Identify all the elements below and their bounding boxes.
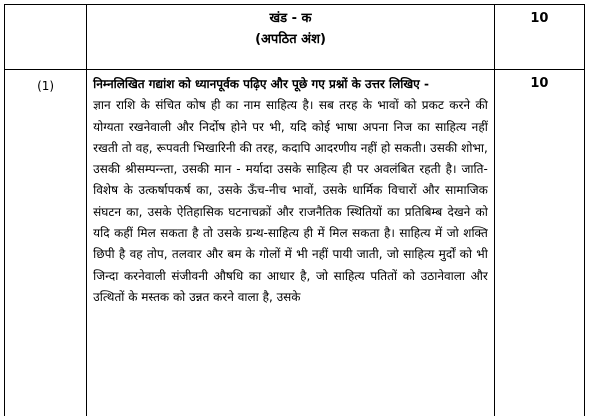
passage-text: ज्ञान राशि के संचित कोष ही का नाम साहित्य है। सब तरह के भावों को प्रकट करने की योग्यता रखनेवाली और निर्दोष होने पर भी, यदि कोई भाषा अपना निज का साहित्य नहीं रखती तो वह, रूपवती भिखारिनी की तरह, कदापि आदरणीय नहीं हो सकती। उसकी शोभा, उसकी श्रीसम्पन्न्ता, उसकी मान - मर्यादा उसके साहित्य ही पर अवलंबित रहती है। जाति-विशेष के उत्कर्षापकर्ष का, उसके ऊँच-नीच भावों, उसके धार्मिक विचारों और सामाजिक संघटन का, उसके ऐतिहासिक घटनाचक्रों और राजनैतिक स्थितियों का प्रतिबिम्ब देखने को यदि कहीं मिल सकता है तो उसके ग्रन्थ-साहित्य ही में मिल सकता है। साहित्य में जो शक्ति छिपी है वह तोप, तलवार और बम के गोलों में भी नहीं पायी जाती, जो साहित्य मुर्दों को भी जिन्दा करनेवाली संजीवनी औषधि का आधार है, जो साहित्य पतितों को उठानेवाला और उत्थितों के मस्तक को उन्नत करने वाला है, उसके (93, 98, 488, 304)
question-instruction: निम्नलिखित गद्यांश को ध्यानपूर्वक पढ़िए और पूछे गए प्रश्नों के उत्तर लिखिए - (93, 77, 429, 91)
question-number: (1) (5, 70, 87, 416)
question-marks: 10 (494, 70, 584, 416)
section-title: खंड - क (269, 11, 312, 26)
question-table (4, 4, 585, 416)
empty-number-cell (5, 5, 87, 70)
question-row (5, 70, 585, 416)
section-header-row (5, 5, 585, 70)
section-subtitle: (अपठित अंश) (255, 32, 326, 47)
question-body (87, 70, 495, 416)
section-heading-cell (87, 5, 495, 70)
section-marks: 10 (494, 5, 584, 70)
